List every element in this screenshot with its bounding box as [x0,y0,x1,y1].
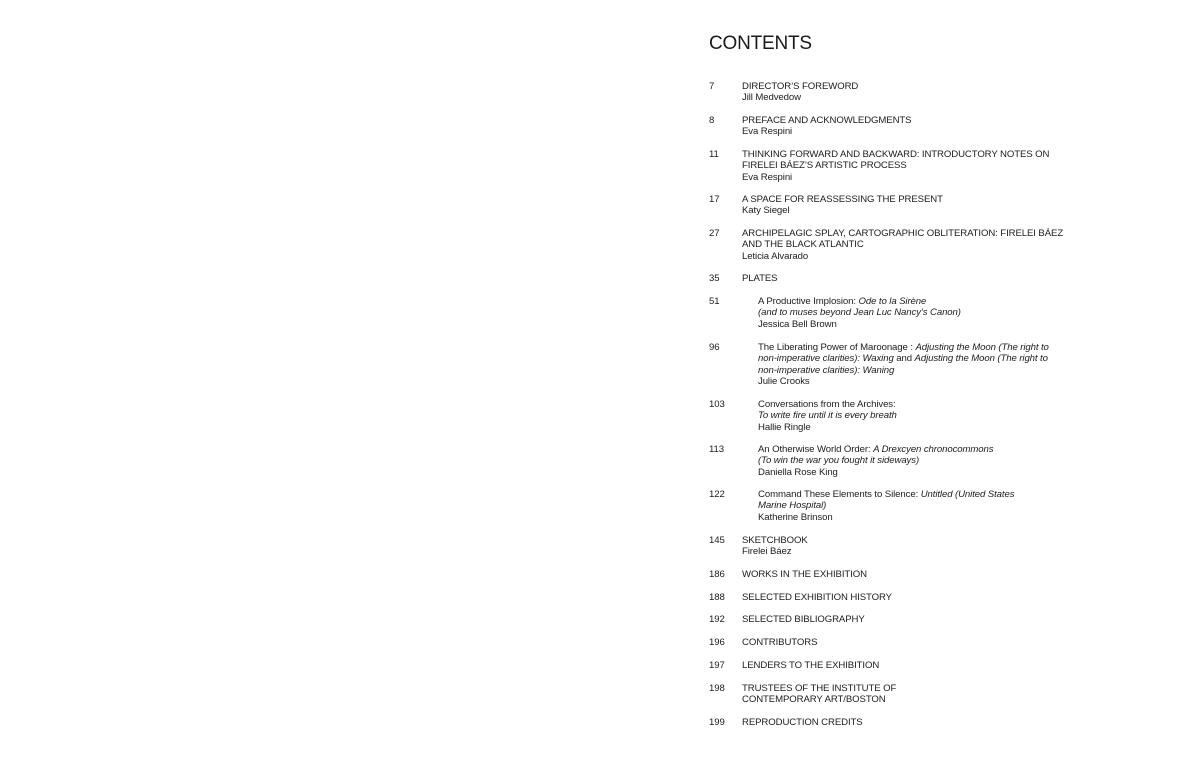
toc-author: Katy Siegel [742,205,790,217]
toc-page-number: 35 [709,273,720,284]
toc-page-number: 51 [709,296,720,307]
toc-page-number: 11 [709,149,719,160]
toc-author: Daniella Rose King [758,466,838,478]
toc-author: Leticia Alvarado [742,250,809,262]
toc-author: Eva Respini [742,171,793,183]
toc-title-line-2: FIRELEI BÁEZ’S ARTISTIC PROCESS [742,160,907,172]
toc-author: Hallie Ringle [758,421,811,433]
toc-title: PLATES [742,273,778,284]
toc-page-number: 186 [709,569,725,580]
toc-title-italic: A Drexcyen chronocommons [873,444,994,455]
toc-title: SKETCHBOOK [742,535,808,546]
toc-title: Command These Elements to Silence: [758,489,921,500]
toc-author: Jessica Bell Brown [758,318,837,330]
toc-title: ARCHIPELAGIC SPLAY, CARTOGRAPHIC OBLITERATION: FIRELEI BÁEZ [742,228,1064,239]
toc-title-conjunction: and [893,353,915,365]
toc-title-italic-line-2: (and to muses beyond Jean Luc Nancy’s Canon) [758,307,961,319]
toc-title: WORKS IN THE EXHIBITION [742,569,867,580]
toc-page-number: 8 [709,115,715,126]
toc-title-italic-line-2: Marine Hospital) [758,500,827,512]
toc-title-italic-line-2b: Adjusting the Moon (The right to [914,353,1048,365]
toc-title-italic: Adjusting the Moon (The right to [915,342,1049,353]
toc-page-number: 122 [709,489,725,500]
toc-title-italic: Ode to la Sirène [858,296,927,307]
toc-title: REPRODUCTION CREDITS [742,717,863,728]
toc-title-italic-line-2: To write fire until it is every breath [758,410,897,422]
toc-page-number: 197 [709,660,725,671]
toc-title: SELECTED EXHIBITION HISTORY [742,592,892,603]
toc-title: A Productive Implosion: [758,296,859,307]
toc-title-italic-line-2: non-imperative clarities): Waxing [758,353,894,365]
toc-title-italic: Untitled (United States [920,489,1015,500]
toc-title: CONTRIBUTORS [742,637,818,648]
toc-title: LENDERS TO THE EXHIBITION [742,660,880,671]
toc-title: SELECTED BIBLIOGRAPHY [742,614,865,625]
toc-title-italic-line-3: non-imperative clarities): Waning [758,364,895,376]
toc-title: The Liberating Power of Maroonage : [758,342,916,353]
toc-title: THINKING FORWARD AND BACKWARD: INTRODUCTORY NOTES ON [742,149,1050,160]
toc-title: Conversations from the Archives: [758,399,896,410]
toc-author: Julie Crooks [758,376,810,388]
toc-page-number: 96 [709,342,720,353]
toc-title-line-2: CONTEMPORARY ART/BOSTON [742,694,886,706]
contents-heading: CONTENTS [709,33,812,54]
toc-page-number: 198 [709,683,725,694]
toc-page-number: 145 [709,535,725,546]
toc-page-number: 103 [709,399,725,410]
toc-page-number: 17 [709,194,720,205]
toc-title-italic-line-2: (To win the war you fought it sideways) [758,455,920,467]
toc-author: Firelei Báez [742,546,792,558]
toc-page-number: 27 [709,228,720,239]
toc-title: An Otherwise World Order: [758,444,874,455]
toc-page-number: 113 [709,444,724,455]
toc-page-number: 196 [709,637,725,648]
toc-author: Katherine Brinson [758,511,833,523]
toc-author: Eva Respini [742,126,793,138]
toc-title: PREFACE AND ACKNOWLEDGMENTS [742,115,912,126]
toc-title-line-2: AND THE BLACK ATLANTIC [742,239,864,251]
toc-title: DIRECTOR’S FOREWORD [742,81,859,92]
toc-author: Jill Medvedow [742,92,801,104]
toc-page-number: 199 [709,717,725,728]
toc-page-number: 188 [709,592,725,603]
toc-title: TRUSTEES OF THE INSTITUTE OF [742,683,897,694]
toc-title: A SPACE FOR REASSESSING THE PRESENT [742,194,943,205]
toc-page-number: 192 [709,614,725,625]
toc-page-number: 7 [709,81,715,92]
